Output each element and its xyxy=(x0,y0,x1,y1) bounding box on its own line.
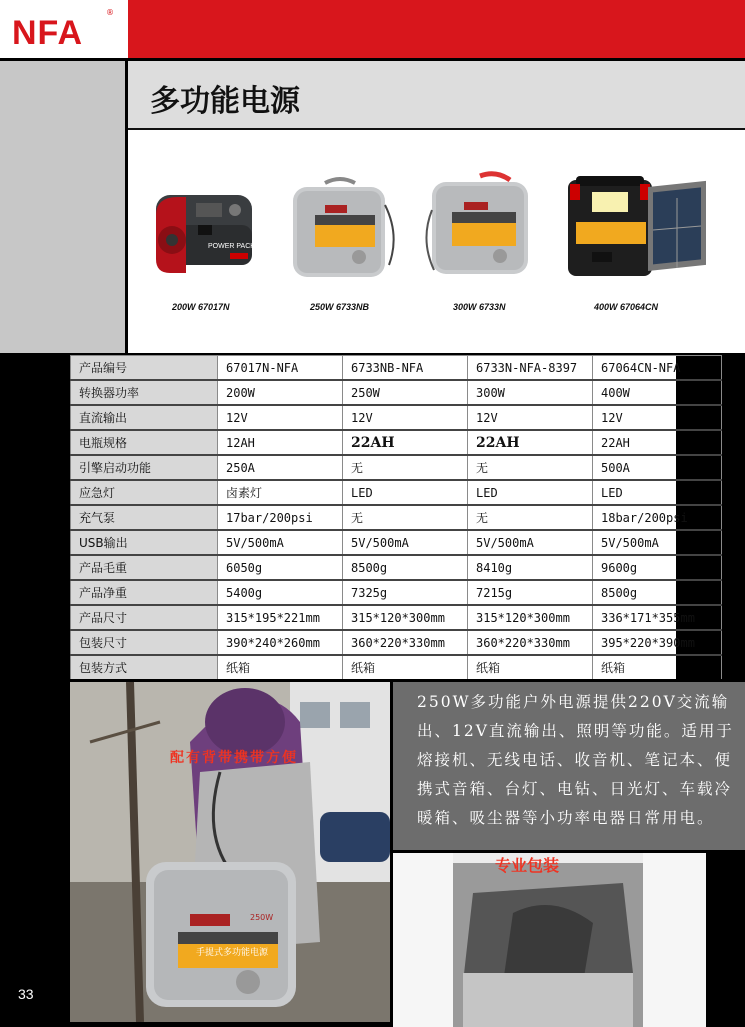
spec-cell: 5V/500mA xyxy=(343,530,468,555)
spec-cell: 400W xyxy=(593,380,722,405)
spec-cell: 6733NB-NFA xyxy=(343,356,468,381)
spec-cell: 6733N-NFA-8397 xyxy=(468,356,593,381)
spec-cell: 315*120*300mm xyxy=(468,605,593,630)
product-caption: 200W 67017N xyxy=(172,302,230,312)
spec-cell: 12V xyxy=(343,405,468,430)
spec-cell: 9600g xyxy=(593,555,722,580)
table-row xyxy=(71,455,722,480)
spec-cell: 无 xyxy=(343,505,468,530)
page-number: 33 xyxy=(18,986,34,1002)
spec-cell: 纸箱 xyxy=(468,655,593,680)
table-row xyxy=(71,505,722,530)
spec-cell: 360*220*330mm xyxy=(343,630,468,655)
table-row xyxy=(71,405,722,430)
right-black-strip-bottom xyxy=(706,853,745,1027)
product-image-67017n xyxy=(150,185,260,285)
title-underline xyxy=(128,128,745,130)
product-usage-photo xyxy=(70,682,390,1022)
packaging-photo xyxy=(393,853,706,1027)
strap-caption: 配有背带携带方便 xyxy=(170,750,298,766)
product-image-6733n xyxy=(420,170,540,285)
registered-mark: ® xyxy=(106,8,114,17)
spec-cell: 67017N-NFA xyxy=(218,356,343,381)
description-box xyxy=(393,682,745,850)
spec-label: 包装方式 xyxy=(71,655,218,680)
spec-cell: LED xyxy=(593,480,722,505)
spec-label: 充气泵 xyxy=(71,505,218,530)
table-row xyxy=(71,480,722,505)
spec-cell: 67064CN-NFA xyxy=(593,356,722,381)
spec-cell: 390*240*260mm xyxy=(218,630,343,655)
device-250w-label: 250W xyxy=(250,913,274,922)
spec-cell: 12V xyxy=(468,405,593,430)
product-description: 250W多功能户外电源提供220V交流输出、12V直流输出、照明等功能。适用于熔接机、无线电话、收音机、笔记本、便携式音箱、台灯、电钻、日光灯、车载冷暖箱、吸尘器等小功率电器日常用电。 xyxy=(417,693,734,827)
spec-cell: 360*220*330mm xyxy=(468,630,593,655)
spec-label: 产品净重 xyxy=(71,580,218,605)
page-title: 多功能电源 xyxy=(150,84,300,119)
spec-cell: 无 xyxy=(468,455,593,480)
spec-label: 引擎启动功能 xyxy=(71,455,218,480)
spec-cell: 18bar/200psi xyxy=(593,505,722,530)
spec-cell: 250A xyxy=(218,455,343,480)
spec-cell: 8500g xyxy=(343,555,468,580)
table-row xyxy=(71,655,722,680)
table-row xyxy=(71,555,722,580)
spec-cell: 卤素灯 xyxy=(218,480,343,505)
spec-cell: 336*171*355mm xyxy=(593,605,722,630)
table-row xyxy=(71,530,722,555)
spec-label: 产品毛重 xyxy=(71,555,218,580)
packaging-caption: 专业包装 xyxy=(495,856,560,875)
spec-cell: 7215g xyxy=(468,580,593,605)
spec-table xyxy=(70,355,695,681)
spec-cell: 5V/500mA xyxy=(218,530,343,555)
spec-cell: 22AH xyxy=(593,430,722,455)
spec-cell: LED xyxy=(343,480,468,505)
product-image-67064cn xyxy=(562,170,712,285)
brand-logo: NFA xyxy=(12,14,83,52)
title-band xyxy=(128,61,745,128)
spec-cell: 300W xyxy=(468,380,593,405)
table-row xyxy=(71,356,722,381)
spec-label: 包装尺寸 xyxy=(71,630,218,655)
table-row xyxy=(71,580,722,605)
spec-label: 产品尺寸 xyxy=(71,605,218,630)
spec-cell: 315*120*300mm xyxy=(343,605,468,630)
spec-cell: 17bar/200psi xyxy=(218,505,343,530)
spec-cell: 315*195*221mm xyxy=(218,605,343,630)
spec-cell: 7325g xyxy=(343,580,468,605)
product-caption: 250W 6733NB xyxy=(310,302,370,312)
spec-cell: 395*220*390mm xyxy=(593,630,722,655)
spec-cell: 5V/500mA xyxy=(468,530,593,555)
spec-label: 电瓶规格 xyxy=(71,430,218,455)
left-gray-strip xyxy=(0,61,125,353)
spec-label: 直流输出 xyxy=(71,405,218,430)
product-caption: 400W 67064CN xyxy=(594,302,659,312)
spec-cell: 5400g xyxy=(218,580,343,605)
spec-label: 产品编号 xyxy=(71,356,218,381)
header-red-bar xyxy=(128,0,745,58)
spec-cell: 12AH xyxy=(218,430,343,455)
table-row xyxy=(71,630,722,655)
spec-cell: 8500g xyxy=(593,580,722,605)
spec-cell: 5V/500mA xyxy=(593,530,722,555)
product-caption: 300W 6733N xyxy=(453,302,506,312)
spec-cell: 12V xyxy=(218,405,343,430)
spec-cell: 纸箱 xyxy=(343,655,468,680)
product-image-6733nb xyxy=(285,175,400,285)
spec-cell: 22AH xyxy=(468,430,593,455)
device-title-label: 手提式多功能电源 xyxy=(196,948,269,958)
spec-cell: 22AH xyxy=(343,430,468,455)
spec-cell: 纸箱 xyxy=(218,655,343,680)
spec-cell: 6050g xyxy=(218,555,343,580)
spec-cell: 8410g xyxy=(468,555,593,580)
spec-label: 转换器功率 xyxy=(71,380,218,405)
table-row xyxy=(71,380,722,405)
spec-cell: 纸箱 xyxy=(593,655,722,680)
logo-area xyxy=(0,0,125,58)
spec-cell: 500A xyxy=(593,455,722,480)
spec-cell: 250W xyxy=(343,380,468,405)
table-row xyxy=(71,605,722,630)
spec-label: USB输出 xyxy=(71,530,218,555)
power-pack-label: POWER PACK xyxy=(208,243,255,250)
spec-cell: 无 xyxy=(468,505,593,530)
spec-cell: 12V xyxy=(593,405,722,430)
spec-cell: LED xyxy=(468,480,593,505)
spec-label: 应急灯 xyxy=(71,480,218,505)
spec-cell: 无 xyxy=(343,455,468,480)
table-row xyxy=(71,430,722,455)
spec-cell: 200W xyxy=(218,380,343,405)
